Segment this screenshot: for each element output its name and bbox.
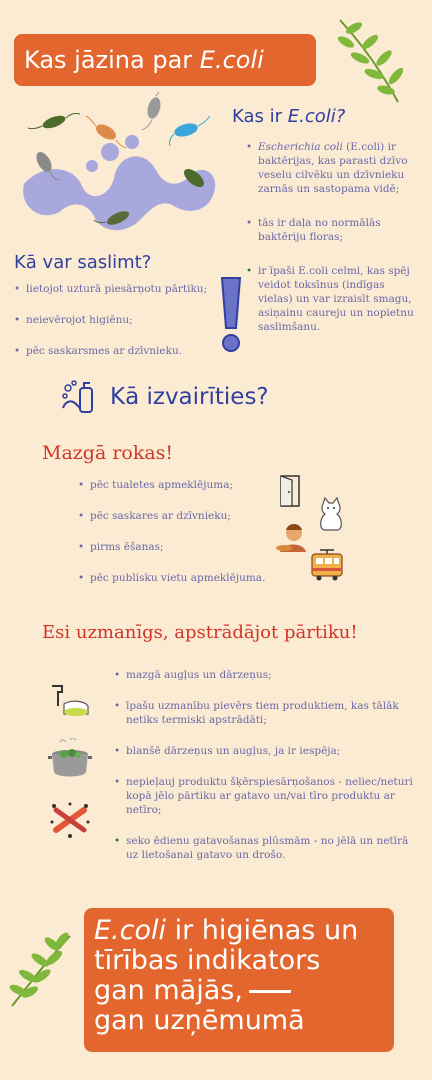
footer-em: E.coli xyxy=(94,915,167,946)
list-item: • pēc saskares ar dzīvnieku; xyxy=(78,509,278,523)
child-eating-icon xyxy=(274,522,310,556)
title-text: Kas jāzina par xyxy=(24,46,193,74)
divider xyxy=(249,990,291,993)
list-item: • pēc saskarsmes ar dzīvnieku. xyxy=(14,344,220,358)
leaf-branch-icon xyxy=(332,14,410,106)
footer-line-3 xyxy=(94,976,384,1006)
list-item: • mazgā augļus un dārzeņus; xyxy=(114,668,416,682)
footer-banner xyxy=(84,908,394,1052)
wash-heading: Mazgā rokas! xyxy=(42,442,174,464)
list-item: • neievērojot higiēnu; xyxy=(14,313,220,327)
footer-line-2: tīrības indikators xyxy=(94,945,321,976)
what-is-list xyxy=(246,140,418,334)
title-banner xyxy=(14,34,316,86)
list-item-text: ir īpaši E.coli celmi, kas spēj veidot toksīnus (indīgas vielas) un var izraisīt smagu, asiņainu caureju un nopietnu saslimšanu. xyxy=(258,265,414,333)
title-emphasis: E.coli xyxy=(199,46,264,74)
what-is-heading-text: Kas ir xyxy=(232,106,283,127)
list-item: • pirms ēšanas; xyxy=(78,540,278,554)
hand-wash-icon xyxy=(60,378,98,416)
get-sick-heading: Kā var saslimt? xyxy=(14,252,152,273)
list-item-text: (E.coli) ir baktērijas, kas parasti dzīvo veselu cilvēku un dzīvnieku zarnās un sastopama vidē; xyxy=(258,141,408,195)
tram-icon xyxy=(308,546,346,582)
food-heading: Esi uzmanīgs, apstrādājot pārtiku! xyxy=(42,622,358,643)
footer-line-1 xyxy=(94,916,384,946)
cat-icon xyxy=(316,496,346,532)
food-list xyxy=(114,668,416,862)
list-item: • nepieļauj produktu šķērspiesārņošanos - neliec/neturi kopā jēlo pārtiku ar gatavo un/vai tīro produktu ar netīro; xyxy=(114,775,416,817)
cross-contamination-icon xyxy=(48,800,92,840)
leaf-branch-icon xyxy=(8,930,78,1010)
footer-text: ir higiēnas un xyxy=(166,915,359,946)
what-is-heading-em: E.coli? xyxy=(287,106,346,127)
list-item xyxy=(246,140,418,196)
pot-icon xyxy=(48,738,92,780)
list-item-em: Escherichia coli xyxy=(258,141,343,153)
list-item: • īpašu uzmanību pievērs tiem produktiem, kas tālāk netiks termiski apstrādāti; xyxy=(114,699,416,727)
door-icon xyxy=(278,474,304,508)
list-item xyxy=(246,264,418,334)
list-item-text: tās ir daļa no normālās baktēriju floras; xyxy=(258,217,381,243)
list-item: • lietojot uzturā piesārņotu pārtiku; xyxy=(14,282,220,296)
list-item: • blanšē dārzeņus un augļus, ja ir iespēja; xyxy=(114,744,416,758)
exclamation-icon xyxy=(218,276,244,354)
avoid-heading: Kā izvairīties? xyxy=(110,384,269,410)
list-item: • seko ēdienu gatavošanas plūsmām - no jēlā un netīrā uz lietošanai gatavo un drošo. xyxy=(114,834,416,862)
bacteria-illustration xyxy=(14,92,224,242)
get-sick-list xyxy=(14,282,220,358)
list-item: • pēc publisku vietu apmeklējuma. xyxy=(78,571,278,585)
footer-text: gan mājās, xyxy=(94,975,243,1006)
what-is-heading xyxy=(232,106,345,127)
list-item xyxy=(246,216,418,244)
footer-line-4: gan uzņēmumā xyxy=(94,1005,305,1036)
list-item: • pēc tualetes apmeklējuma; xyxy=(78,478,278,492)
faucet-wash-icon xyxy=(48,682,92,718)
wash-list xyxy=(78,478,278,585)
